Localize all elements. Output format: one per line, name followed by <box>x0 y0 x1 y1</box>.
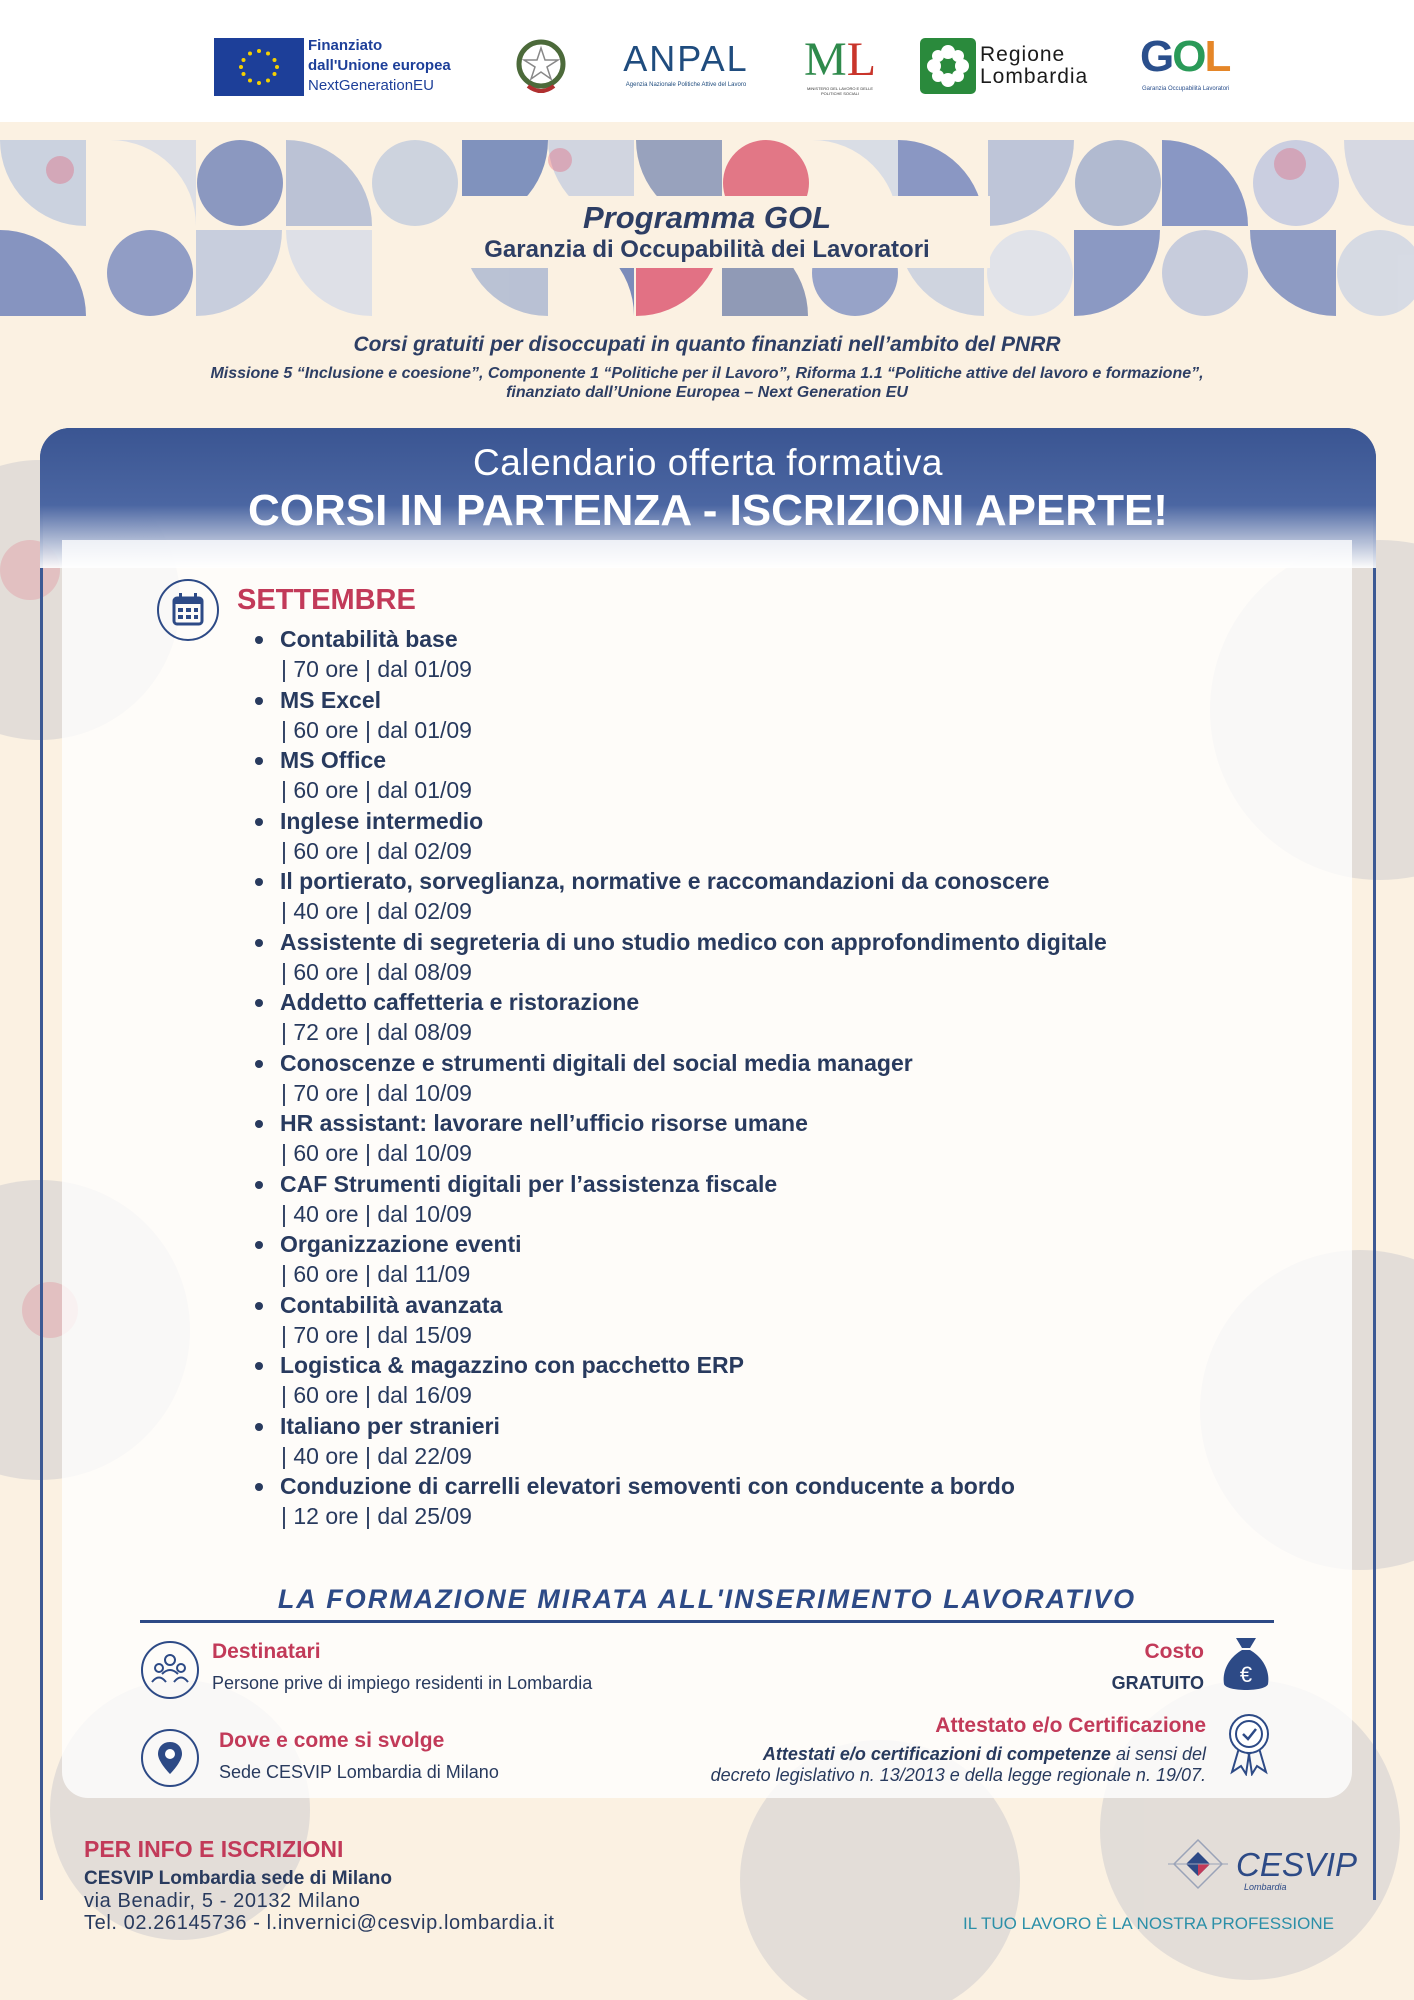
anpal-logo <box>604 38 768 96</box>
bullet <box>255 1060 263 1068</box>
calendar-header-headline: CORSI IN PARTENZA - ISCRIZIONI APERTE! <box>248 486 1168 535</box>
course-name: Conoscenze e strumenti digitali del social media manager <box>280 1049 913 1076</box>
course-item <box>255 626 1255 687</box>
region-lombardia-text <box>980 44 1088 88</box>
bullet <box>255 999 263 1007</box>
location-text: Sede CESVIP Lombardia di Milano <box>219 1762 499 1782</box>
course-item <box>255 1352 1255 1413</box>
recipients-text: Persone prive di impiego residenti in Lombardia <box>212 1673 593 1693</box>
course-name: Il portierato, sorveglianza, normative e raccomandazioni da conoscere <box>280 868 1050 894</box>
course-info: | 40 ore | dal 02/09 <box>281 898 472 924</box>
bullet <box>255 697 263 705</box>
currency-symbol: € <box>1239 1662 1253 1687</box>
course-name: CAF Strumenti digitali per l’assistenza fiscale <box>280 1170 778 1197</box>
course-name: Contabilità avanzata <box>280 1291 503 1318</box>
italian-republic-emblem-icon <box>514 36 568 98</box>
lombardia-rose-icon <box>920 38 976 94</box>
course-list <box>255 626 1255 1534</box>
course-name: Assistente di segreteria di uno studio medico con approfondimento digitale <box>280 928 1107 955</box>
course-item <box>255 687 1255 748</box>
bullet <box>255 878 263 886</box>
eu-line3: NextGenerationEU <box>308 77 434 94</box>
recipients-label: Destinatari <box>212 1640 321 1663</box>
cesvip-logo-icon <box>1168 1836 1228 1892</box>
bullet <box>255 1483 263 1491</box>
certificate-text <box>640 1744 1206 1786</box>
course-info: | 40 ore | dal 10/09 <box>281 1200 472 1227</box>
ministry-letter-l: L <box>846 33 877 86</box>
course-name: Italiano per stranieri <box>280 1412 500 1439</box>
course-name: MS Excel <box>280 686 381 713</box>
course-info: | 70 ore | dal 15/09 <box>281 1321 472 1348</box>
course-item <box>255 1231 1255 1292</box>
certificate-label: Attestato e/o Certificazione <box>935 1714 1206 1737</box>
calendar-header-title: Calendario offerta formativa <box>473 442 943 483</box>
location-pin-icon <box>140 1728 200 1788</box>
award-rosette-icon <box>1224 1712 1284 1772</box>
course-item <box>255 808 1255 869</box>
course-item <box>255 1050 1255 1111</box>
free-courses-line: Corsi gratuiti per disoccupati in quanto finanziati nell’ambito del PNRR <box>353 333 1061 356</box>
bullet <box>255 1120 263 1128</box>
gol-letter-l: L <box>1204 32 1230 81</box>
contact-address: via Benadir, 5 - 20132 Milano <box>84 1890 361 1912</box>
tagline: LA FORMAZIONE MIRATA ALL'INSERIMENTO LAVORATIVO <box>277 1584 1137 1614</box>
course-item <box>255 1110 1255 1171</box>
gol-subtitle: Garanzia Occupabilità Lavoratori <box>1142 86 1230 92</box>
location-label: Dove e come si svolge <box>219 1729 445 1752</box>
course-info: | 60 ore | dal 10/09 <box>281 1140 472 1166</box>
mission-line1: Missione 5 “Inclusione e coesione”, Componente 1 “Politiche per il Lavoro”, Riforma 1.1 “Politiche attive del lavoro e formazione”, <box>210 365 1204 382</box>
course-info: | 60 ore | dal 01/09 <box>281 716 472 743</box>
course-info: | 60 ore | dal 16/09 <box>281 1382 472 1408</box>
course-item <box>255 747 1255 808</box>
course-item <box>255 1473 1255 1534</box>
course-info: | 60 ore | dal 11/09 <box>281 1261 471 1287</box>
course-name: Addetto caffetteria e ristorazione <box>280 989 640 1015</box>
eu-line1: Finanziato <box>308 37 383 54</box>
mission-line2: finanziato dall’Unione Europea – Next Generation EU <box>506 384 908 401</box>
bullet <box>255 1181 263 1189</box>
gol-logo <box>1140 32 1236 96</box>
certificate-line2: decreto legislativo n. 13/2013 e della legge regionale n. 19/07. <box>710 1765 1206 1785</box>
cesvip-wordmark: CESVIP <box>1236 1846 1358 1883</box>
contact-phone-email: Tel. 02.26145736 - l.invernici@cesvip.lombardia.it <box>84 1912 555 1934</box>
ministry-subtitle: MINISTERO DEL LAVORO E DELLE POLITICHE SOCIALI <box>806 86 874 96</box>
eu-flag-icon <box>214 38 304 96</box>
course-item <box>255 1292 1255 1353</box>
money-bag-icon <box>1218 1634 1278 1694</box>
bullet <box>255 939 263 947</box>
course-info: | 60 ore | dal 01/09 <box>281 777 472 803</box>
cost-value: GRATUITO <box>1111 1673 1204 1693</box>
course-name: Logistica & magazzino con pacchetto ERP <box>280 1352 744 1378</box>
course-item <box>255 1171 1255 1232</box>
certificate-rest: ai sensi del <box>1110 1744 1206 1764</box>
programme-title: Programma GOL <box>582 200 832 235</box>
course-info: | 72 ore | dal 08/09 <box>281 1019 472 1045</box>
cost-label: Costo <box>1144 1640 1204 1663</box>
bullet <box>255 1362 263 1370</box>
cesvip-slogan: IL TUO LAVORO È LA NOSTRA PROFESSIONE <box>963 1914 1334 1933</box>
month-heading: SETTEMBRE <box>237 584 416 616</box>
mission-text <box>160 364 1254 402</box>
course-info: | 60 ore | dal 02/09 <box>281 837 472 864</box>
bullet <box>255 818 263 826</box>
logo-bar <box>0 0 1414 122</box>
course-item <box>255 1413 1255 1474</box>
gol-wordmark <box>1140 32 1229 82</box>
course-info: | 70 ore | dal 01/09 <box>281 656 472 682</box>
bullet <box>255 636 263 644</box>
course-item <box>255 989 1255 1050</box>
course-name: Organizzazione eventi <box>280 1231 522 1257</box>
bullet <box>255 757 263 765</box>
gol-letter-g: G <box>1140 32 1173 81</box>
ministry-letter-m: M <box>804 33 847 86</box>
course-name: Conduzione di carrelli elevatori semoventi con conducente a bordo <box>280 1473 1015 1499</box>
cesvip-subtitle: Lombardia <box>1244 1882 1287 1892</box>
course-name: Inglese intermedio <box>280 807 484 834</box>
tagline-divider <box>140 1620 1274 1623</box>
course-info: | 40 ore | dal 22/09 <box>281 1442 472 1469</box>
contact-name: CESVIP Lombardia sede di Milano <box>84 1868 392 1889</box>
region-line2: Lombardia <box>980 65 1089 88</box>
eu-line2: dall'Unione europea <box>308 57 451 74</box>
bullet <box>255 1241 263 1249</box>
course-info: | 12 ore | dal 25/09 <box>281 1503 472 1529</box>
ministry-letters <box>804 32 876 87</box>
anpal-subtitle: Agenzia Nazionale Politiche Attive del Lavoro <box>625 82 747 88</box>
ministry-labour-logo <box>804 33 877 98</box>
programme-subtitle: Garanzia di Occupabilità dei Lavoratori <box>484 236 930 263</box>
bullet <box>255 1302 263 1310</box>
eu-funding-text <box>308 36 451 96</box>
course-name: Contabilità base <box>280 626 458 652</box>
contact-heading: PER INFO E ISCRIZIONI <box>84 1836 344 1862</box>
anpal-name: ANPAL <box>623 38 749 79</box>
course-item <box>255 868 1255 929</box>
calendar-icon <box>156 578 220 642</box>
course-info: | 60 ore | dal 08/09 <box>281 958 472 985</box>
gol-letter-o: O <box>1172 32 1205 81</box>
course-info: | 70 ore | dal 10/09 <box>281 1079 472 1106</box>
region-line1: Regione <box>980 43 1066 66</box>
people-group-icon <box>140 1640 200 1700</box>
course-name: MS Office <box>280 747 387 773</box>
bullet <box>255 1423 263 1431</box>
course-name: HR assistant: lavorare nell’ufficio risorse umane <box>280 1110 808 1136</box>
course-item <box>255 929 1255 990</box>
certificate-bold: Attestati e/o certificazioni di competenze <box>762 1744 1111 1764</box>
